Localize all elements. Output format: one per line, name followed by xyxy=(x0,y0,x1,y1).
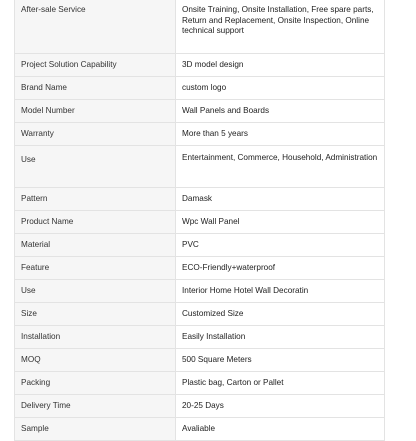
spec-label: Warranty xyxy=(15,123,176,146)
spec-row-installation xyxy=(15,326,385,349)
spec-row-brand-name xyxy=(15,77,385,100)
spec-row-feature xyxy=(15,257,385,280)
spec-row-size xyxy=(15,303,385,326)
spec-value: Easily Installation xyxy=(176,326,385,349)
spec-value: 3D model design xyxy=(176,54,385,77)
spec-value: Customized Size xyxy=(176,303,385,326)
spec-label: Installation xyxy=(15,326,176,349)
spec-value: Avaliable xyxy=(176,418,385,441)
spec-value: Interior Home Hotel Wall Decoratin xyxy=(176,280,385,303)
spec-label: Pattern xyxy=(15,188,176,211)
spec-label: Brand Name xyxy=(15,77,176,100)
spec-value: ECO-Friendly+waterproof xyxy=(176,257,385,280)
spec-row-after-sale-service xyxy=(15,0,385,54)
spec-label: Material xyxy=(15,234,176,257)
spec-label: Model Number xyxy=(15,100,176,123)
spec-label: MOQ xyxy=(15,349,176,372)
spec-value: 500 Square Meters xyxy=(176,349,385,372)
spec-row-sample xyxy=(15,418,385,441)
spec-label: Delivery Time xyxy=(15,395,176,418)
spec-row-model-number xyxy=(15,100,385,123)
spec-label: Size xyxy=(15,303,176,326)
spec-value: Onsite Training, Onsite Installation, Free spare parts, Return and Replacement, Onsite Inspection, Online technical support xyxy=(176,0,385,54)
spec-value: More than 5 years xyxy=(176,123,385,146)
spec-value: custom logo xyxy=(176,77,385,100)
spec-label: Packing xyxy=(15,372,176,395)
spec-row-project-solution-capability xyxy=(15,54,385,77)
spec-label: Sample xyxy=(15,418,176,441)
spec-value: PVC xyxy=(176,234,385,257)
spec-row-delivery-time xyxy=(15,395,385,418)
spec-row-product-name xyxy=(15,211,385,234)
spec-value: Damask xyxy=(176,188,385,211)
spec-row-warranty xyxy=(15,123,385,146)
spec-row-use xyxy=(15,146,385,188)
spec-row-packing xyxy=(15,372,385,395)
spec-label: After-sale Service xyxy=(15,0,176,54)
spec-value: 20-25 Days xyxy=(176,395,385,418)
spec-label: Project Solution Capability xyxy=(15,54,176,77)
spec-value: Entertainment, Commerce, Household, Administration xyxy=(176,146,385,188)
spec-value: Wall Panels and Boards xyxy=(176,100,385,123)
spec-label: Use xyxy=(15,280,176,303)
spec-label: Feature xyxy=(15,257,176,280)
spec-row-pattern xyxy=(15,188,385,211)
spec-row-moq xyxy=(15,349,385,372)
spec-row-use-2 xyxy=(15,280,385,303)
product-spec-table xyxy=(14,0,385,441)
spec-label: Product Name xyxy=(15,211,176,234)
spec-value: Wpc Wall Panel xyxy=(176,211,385,234)
spec-label: Use xyxy=(15,146,176,188)
spec-row-material xyxy=(15,234,385,257)
spec-value: Plastic bag, Carton or Pallet xyxy=(176,372,385,395)
